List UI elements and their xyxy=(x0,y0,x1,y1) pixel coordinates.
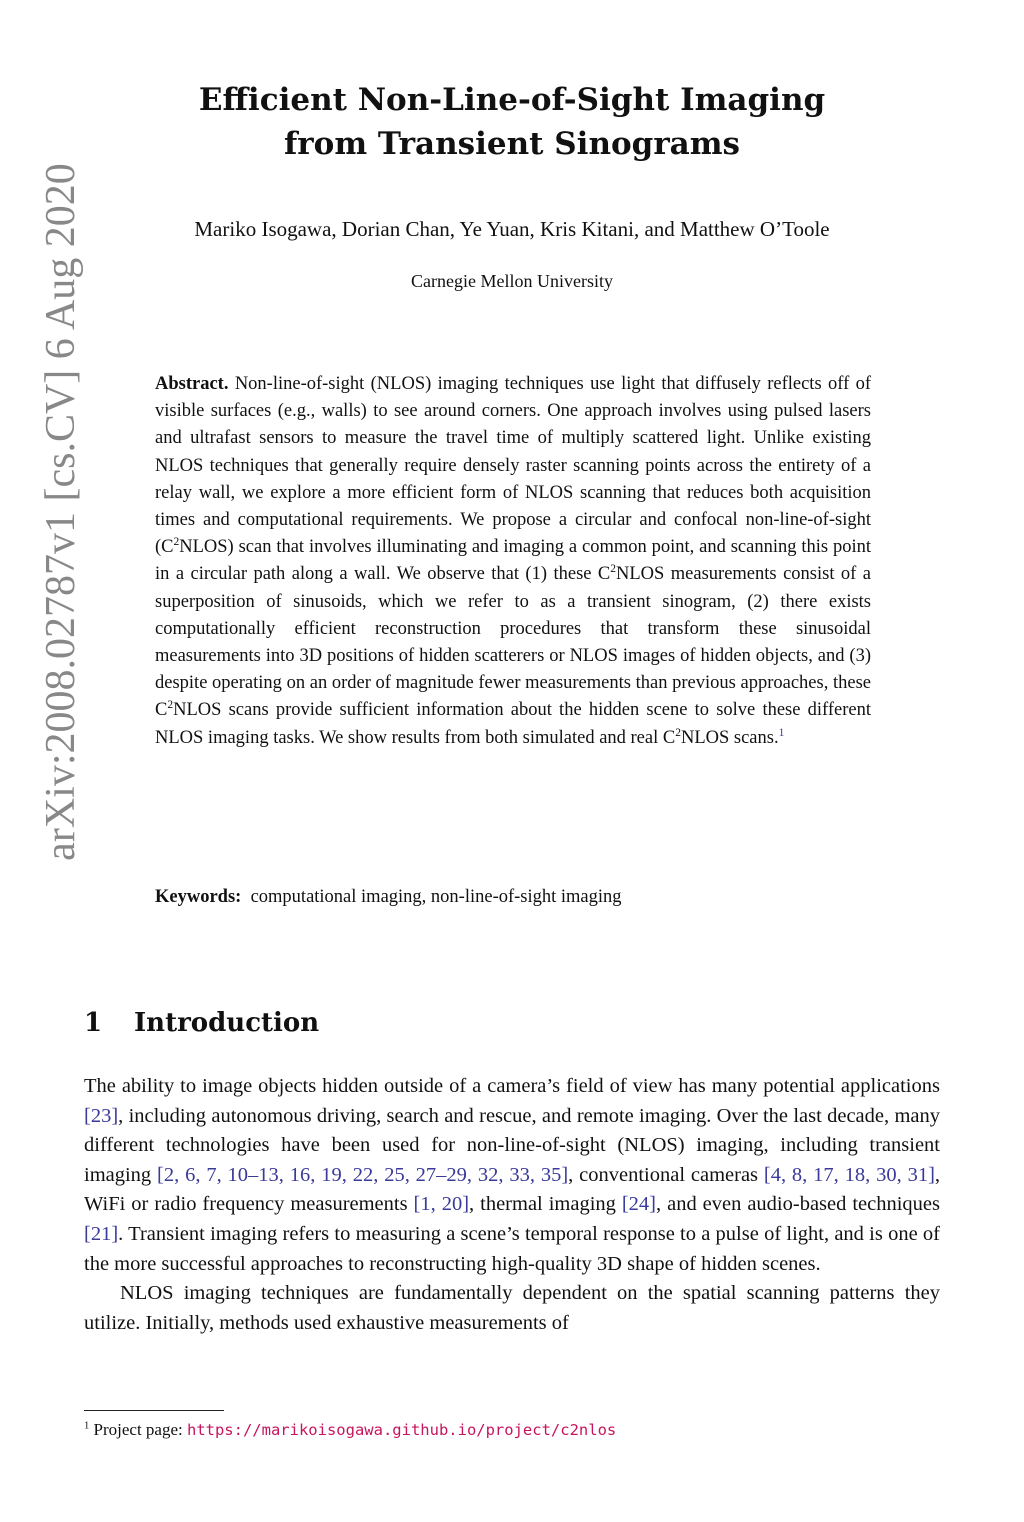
intro-paragraph-1 xyxy=(84,1072,940,1279)
keywords xyxy=(155,887,871,908)
abstract xyxy=(155,371,871,752)
intro-paragraph-2: NLOS imaging techniques are fundamentally dependent on the spatial scanning patterns they utilize. Initially, methods used exhaustive measurements of xyxy=(84,1282,940,1334)
text-run: The ability to image objects hidden outside of a camera’s field of view has many potential applications xyxy=(84,1075,940,1097)
citation-link[interactable]: [23] xyxy=(84,1104,119,1127)
paper-title xyxy=(120,78,904,166)
footnote-label: Project page: xyxy=(93,1420,183,1439)
text-run: . Transient imaging refers to measuring a scene’s temporal response to a pulse of light, and is one of the more successful approaches to reconstructing high-quality 3D shape of hidden scenes. xyxy=(84,1222,940,1275)
text-run: , and even audio-based techniques xyxy=(656,1193,941,1216)
citation-link[interactable]: [2, 6, 7, 10–13, 16, 19, 22, 25, 27–29, 32, 33, 35] xyxy=(157,1163,569,1186)
footnote-mark: 1 xyxy=(84,1420,90,1432)
keywords-label: Keywords: xyxy=(155,887,242,907)
abstract-text-a: Non-line-of-sight (NLOS) imaging techniques use light that diffusely reflects off of visible surfaces (e.g., walls) to see around corners. One approach involves using pulsed lasers and ultrafast sensors to measure the travel time of multiply scattered light. Unlike existing NLOS techniques that generally require densely raster scanning points across the entirety of a relay wall, we explore a more efficient form of NLOS scanning that reduces both acquisition times and computational requirements. We propose a circular and confocal non-line-of-sight (C xyxy=(155,374,871,558)
author-list: Mariko Isogawa, Dorian Chan, Ye Yuan, Kris Kitani, and Matthew O’Toole xyxy=(194,217,830,241)
citation-link[interactable]: [1, 20] xyxy=(413,1193,470,1216)
arxiv-sidebar xyxy=(30,86,92,938)
intro-body xyxy=(84,1072,940,1338)
abstract-text-b: NLOS) scan that involves illuminating and imaging a common point, and scanning this point in a circular path along a wall. We observe that (1) these C xyxy=(155,537,871,585)
title-line-2: from Transient Sinograms xyxy=(283,126,741,162)
keywords-text: computational imaging, non-line-of-sight imaging xyxy=(250,887,622,907)
text-run: , conventional cameras xyxy=(568,1163,764,1186)
project-page-link[interactable]: https://marikoisogawa.github.io/project/c2nlos xyxy=(186,1421,617,1439)
section-number: 1 xyxy=(84,1008,103,1038)
citation-link[interactable]: [24] xyxy=(621,1193,657,1216)
section-title: Introduction xyxy=(134,1008,320,1038)
title-line-1: Efficient Non-Line-of-Sight Imaging xyxy=(198,82,826,118)
footnote-rule xyxy=(84,1410,224,1411)
footnote xyxy=(84,1420,616,1440)
superscript-2: 2 xyxy=(167,699,174,712)
text-run: , WiFi or radio frequency measurements xyxy=(84,1163,941,1216)
citation-link[interactable]: [4, 8, 17, 18, 30, 31] xyxy=(763,1163,935,1186)
arxiv-stamp: arXiv:2008.02787v1 [cs.CV] 6 Aug 2020 xyxy=(38,163,84,861)
affiliation: Carnegie Mellon University xyxy=(411,271,613,291)
text-run: , thermal imaging xyxy=(469,1193,622,1216)
abstract-label: Abstract. xyxy=(155,374,229,394)
text-run: , including autonomous driving, search and rescue, and remote imaging. Over the last decade, many different technologies have been used for non-line-of-sight (NLOS) imaging, including transient imaging xyxy=(84,1104,940,1186)
abstract-text-e: NLOS scans. xyxy=(680,727,779,748)
footnote-ref-link[interactable]: 1 xyxy=(778,726,785,739)
abstract-text-d: NLOS scans provide sufficient information about the hidden scene to solve these different NLOS imaging tasks. We show results from both simulated and real C xyxy=(155,700,871,748)
abstract-text-c: NLOS measurements consist of a superposition of sinusoids, which we refer to as a transient sinogram, (2) there exists computationally efficient reconstruction procedures that transform these sinusoidal measurements into 3D positions of hidden scatterers or NLOS images of hidden objects, and (3) despite operating on an order of magnitude fewer measurements than previous approaches, these C xyxy=(155,564,871,721)
superscript-2: 2 xyxy=(173,536,180,549)
superscript-2: 2 xyxy=(675,726,681,739)
citation-link[interactable]: [21] xyxy=(84,1222,119,1245)
section-heading xyxy=(84,1008,319,1038)
superscript-2: 2 xyxy=(610,563,617,576)
